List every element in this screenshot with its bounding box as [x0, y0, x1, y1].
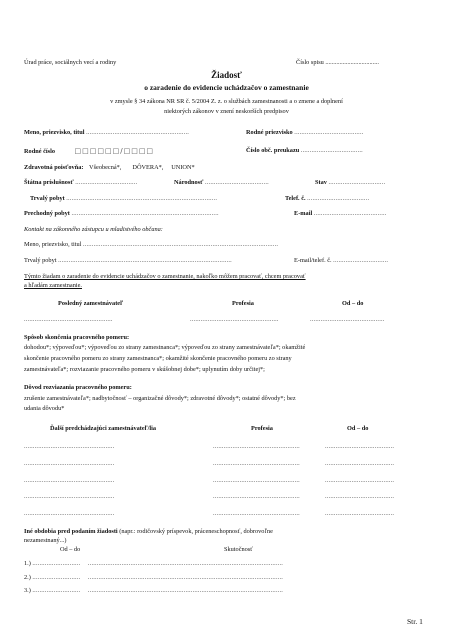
phone-label: Telef. č.	[285, 195, 306, 202]
previous-employers-period-header: Od – do	[347, 425, 369, 432]
insurer-row	[24, 164, 195, 172]
other-period-row-2-period[interactable]: ...........................	[32, 574, 81, 581]
id-card-label: Číslo obč. preukazu	[246, 147, 300, 154]
prev-employer-row-5-employer[interactable]: ...................................................	[24, 510, 115, 517]
guardian-contact-row	[294, 257, 388, 265]
previous-employers-col-header: Ďalší predchádzajúci zamestnávateľ/lia	[50, 425, 157, 432]
last-employer-period-field[interactable]: ..........................................	[310, 316, 385, 323]
id-card-row	[246, 147, 363, 155]
request-statement-line-2: a hľadám zamestnanie.	[24, 282, 82, 289]
last-employer-field[interactable]: ..................................................	[24, 316, 113, 323]
name-field[interactable]: ..........................................................	[86, 129, 189, 136]
prev-employer-row-5-profession[interactable]: .................................................	[213, 510, 300, 517]
nationality-row	[174, 179, 269, 187]
prev-employer-row-3-period[interactable]: .......................................	[325, 477, 395, 484]
prev-employer-row-2-profession[interactable]: .................................................	[213, 460, 300, 467]
email-label: E-mail	[294, 210, 313, 217]
guardian-name-row	[24, 241, 278, 249]
legal-basis-line-2: niektorých zákonov v znení neskorších predpisov	[164, 108, 289, 115]
other-period-row-1-number: 1.)	[24, 560, 31, 567]
office-name: Úrad práce, sociálnych vecí a rodiny	[24, 59, 117, 66]
file-number-field[interactable]: Číslo spisu ..................................	[296, 59, 379, 66]
other-period-row-3-period[interactable]: ...........................	[32, 587, 81, 594]
prev-employer-row-1-profession[interactable]: .................................................	[213, 443, 300, 450]
prev-employer-row-4-profession[interactable]: .................................................	[213, 493, 300, 500]
birth-surname-row	[246, 129, 364, 137]
temporary-address-row	[24, 210, 219, 218]
reason-options-line-1[interactable]: zrušenie zamestnávateľa*; nadbytočnosť – organizačné dôvody*; zdravotné dôvody*; ostatné dôvody*; bez	[24, 395, 296, 402]
form-subtitle: o zaradenie do evidencie uchádzačov o zamestnanie	[144, 83, 309, 92]
termination-options-line-2[interactable]: skončenie pracovného pomeru zo strany zamestnanca*; okamžité skončenie pracovného pomeru zo strany	[24, 355, 292, 362]
prev-employer-row-5-period[interactable]: .......................................	[325, 510, 395, 517]
birth-surname-field[interactable]: .......................................	[294, 129, 364, 136]
permanent-address-row	[30, 195, 217, 203]
guardian-address-row	[24, 257, 232, 265]
termination-options-line-3[interactable]: zamestnávateľa*; rozviazanie pracovného pomeru v skúšobnej dobe*; uplynutím doby určitej*;	[24, 366, 265, 373]
guardian-contact-label: E-mail/telef. č.	[294, 257, 332, 264]
other-period-row-1	[24, 560, 283, 568]
prev-employer-row-1-period[interactable]: .......................................	[325, 443, 395, 450]
id-card-field[interactable]: ...................................	[300, 147, 363, 154]
temporary-address-field[interactable]: ...................................................................................	[71, 210, 219, 217]
other-periods-reality-header: Skutočnosť	[224, 546, 253, 553]
other-periods-period-header: Od – do	[60, 546, 81, 553]
prev-employer-row-2-period[interactable]: .......................................	[325, 460, 395, 467]
other-period-row-3-number: 3.)	[24, 587, 31, 594]
status-field[interactable]: ................................	[328, 179, 386, 186]
reason-heading: Dôvod rozviazania pracovného pomeru:	[24, 384, 132, 391]
prev-employer-row-4-employer[interactable]: ...................................................	[24, 493, 115, 500]
name-row	[24, 129, 189, 137]
insurer-options[interactable]: Všeobecná*, DÔVERA*, UNION*	[89, 164, 195, 171]
other-period-row-3	[24, 587, 283, 595]
guardian-address-field[interactable]: ..................................................................................................	[58, 257, 232, 264]
other-periods-heading	[24, 528, 273, 536]
reason-options-line-2[interactable]: udania dôvodu*	[24, 405, 65, 412]
prev-employer-row-3-profession[interactable]: .................................................	[213, 477, 300, 484]
request-statement-line-1: Týmto žiadam o zaradenie do evidencie uchádzačov o zamestnanie, nakoľko môžem pracovať, chcem pracovať	[24, 273, 306, 280]
phone-row	[285, 195, 369, 203]
guardian-address-label: Trvalý pobyt	[24, 257, 57, 264]
status-row	[315, 179, 385, 187]
citizenship-row	[24, 179, 137, 187]
guardian-heading: Kontakt na zákonného zástupcu u mladistvého občana:	[24, 226, 163, 233]
other-periods-heading-bold: Iné obdobia pred podaním žiadosti	[24, 528, 118, 535]
permanent-address-field[interactable]: .....................................................................................	[66, 195, 218, 202]
form-title: Žiadosť	[211, 70, 242, 80]
phone-field[interactable]: ...................................	[307, 195, 370, 202]
nationality-label: Národnosť	[174, 179, 204, 186]
email-row	[294, 210, 387, 218]
guardian-contact-field[interactable]: ...............................	[333, 257, 389, 264]
citizenship-label: Štátna príslušnosť	[24, 179, 74, 186]
last-employer-profession-field[interactable]: ..................................................	[190, 316, 279, 323]
other-periods-heading-rest: (napr.: rodičovský príspevok, práceneschopnosť, dobrovoľne	[117, 528, 273, 535]
status-label: Stav	[315, 179, 327, 186]
temporary-address-label: Prechodný pobyt	[24, 210, 70, 217]
birth-surname-label: Rodné priezvisko	[246, 129, 293, 136]
other-period-row-3-reality[interactable]: ..............................................................................................................	[87, 587, 284, 594]
termination-heading: Spôsob skončenia pracovného pomeru:	[24, 334, 130, 341]
prev-employer-row-1-employer[interactable]: ...................................................	[24, 443, 115, 450]
guardian-name-label: Meno, priezvisko, titul	[24, 241, 82, 248]
other-period-row-2	[24, 574, 283, 582]
prev-employer-row-4-period[interactable]: .......................................	[325, 493, 395, 500]
other-period-row-2-number: 2.)	[24, 574, 31, 581]
insurer-label: Zdravotná poisťovňa:	[24, 164, 84, 171]
birth-number-row	[24, 147, 154, 156]
prev-employer-row-3-employer[interactable]: ...................................................	[24, 477, 115, 484]
birth-number-boxes[interactable]: □□□□□□/□□□□	[74, 147, 155, 155]
page-number: Str. 1	[407, 617, 423, 626]
last-employer-col-header: Posledný zamestnávateľ	[58, 300, 124, 307]
other-periods-heading-line-2: nezamestnaný...)	[24, 537, 67, 544]
guardian-name-field[interactable]: ..............................................................................................................	[82, 241, 279, 248]
nationality-field[interactable]: ....................................	[205, 179, 269, 186]
other-period-row-1-reality[interactable]: ..............................................................................................................	[87, 560, 284, 567]
name-label: Meno, priezvisko, titul	[24, 129, 85, 136]
email-field[interactable]: .........................................	[313, 210, 387, 217]
last-employer-profession-header: Profesia	[232, 300, 254, 307]
previous-employers-profession-header: Profesia	[251, 425, 273, 432]
other-period-row-1-period[interactable]: ...........................	[32, 560, 81, 567]
birth-number-label: Rodné číslo	[24, 148, 55, 155]
citizenship-field[interactable]: ...................................	[75, 179, 138, 186]
permanent-address-label: Trvalý pobyt	[30, 195, 65, 202]
prev-employer-row-2-employer[interactable]: ...................................................	[24, 460, 115, 467]
termination-options-line-1[interactable]: dohodou*; výpoveďou*; výpoveďou zo strany zamestnanca*; výpoveďou zo strany zamestnávateľa*; okamžité	[24, 344, 306, 351]
last-employer-period-header: Od – do	[342, 300, 364, 307]
other-period-row-2-reality[interactable]: ..............................................................................................................	[87, 574, 284, 581]
legal-basis-line-1: v zmysle § 34 zákona NR SR č. 5/2004 Z. z. o službách zamestnanosti a o zmene a doplnení	[110, 98, 343, 105]
